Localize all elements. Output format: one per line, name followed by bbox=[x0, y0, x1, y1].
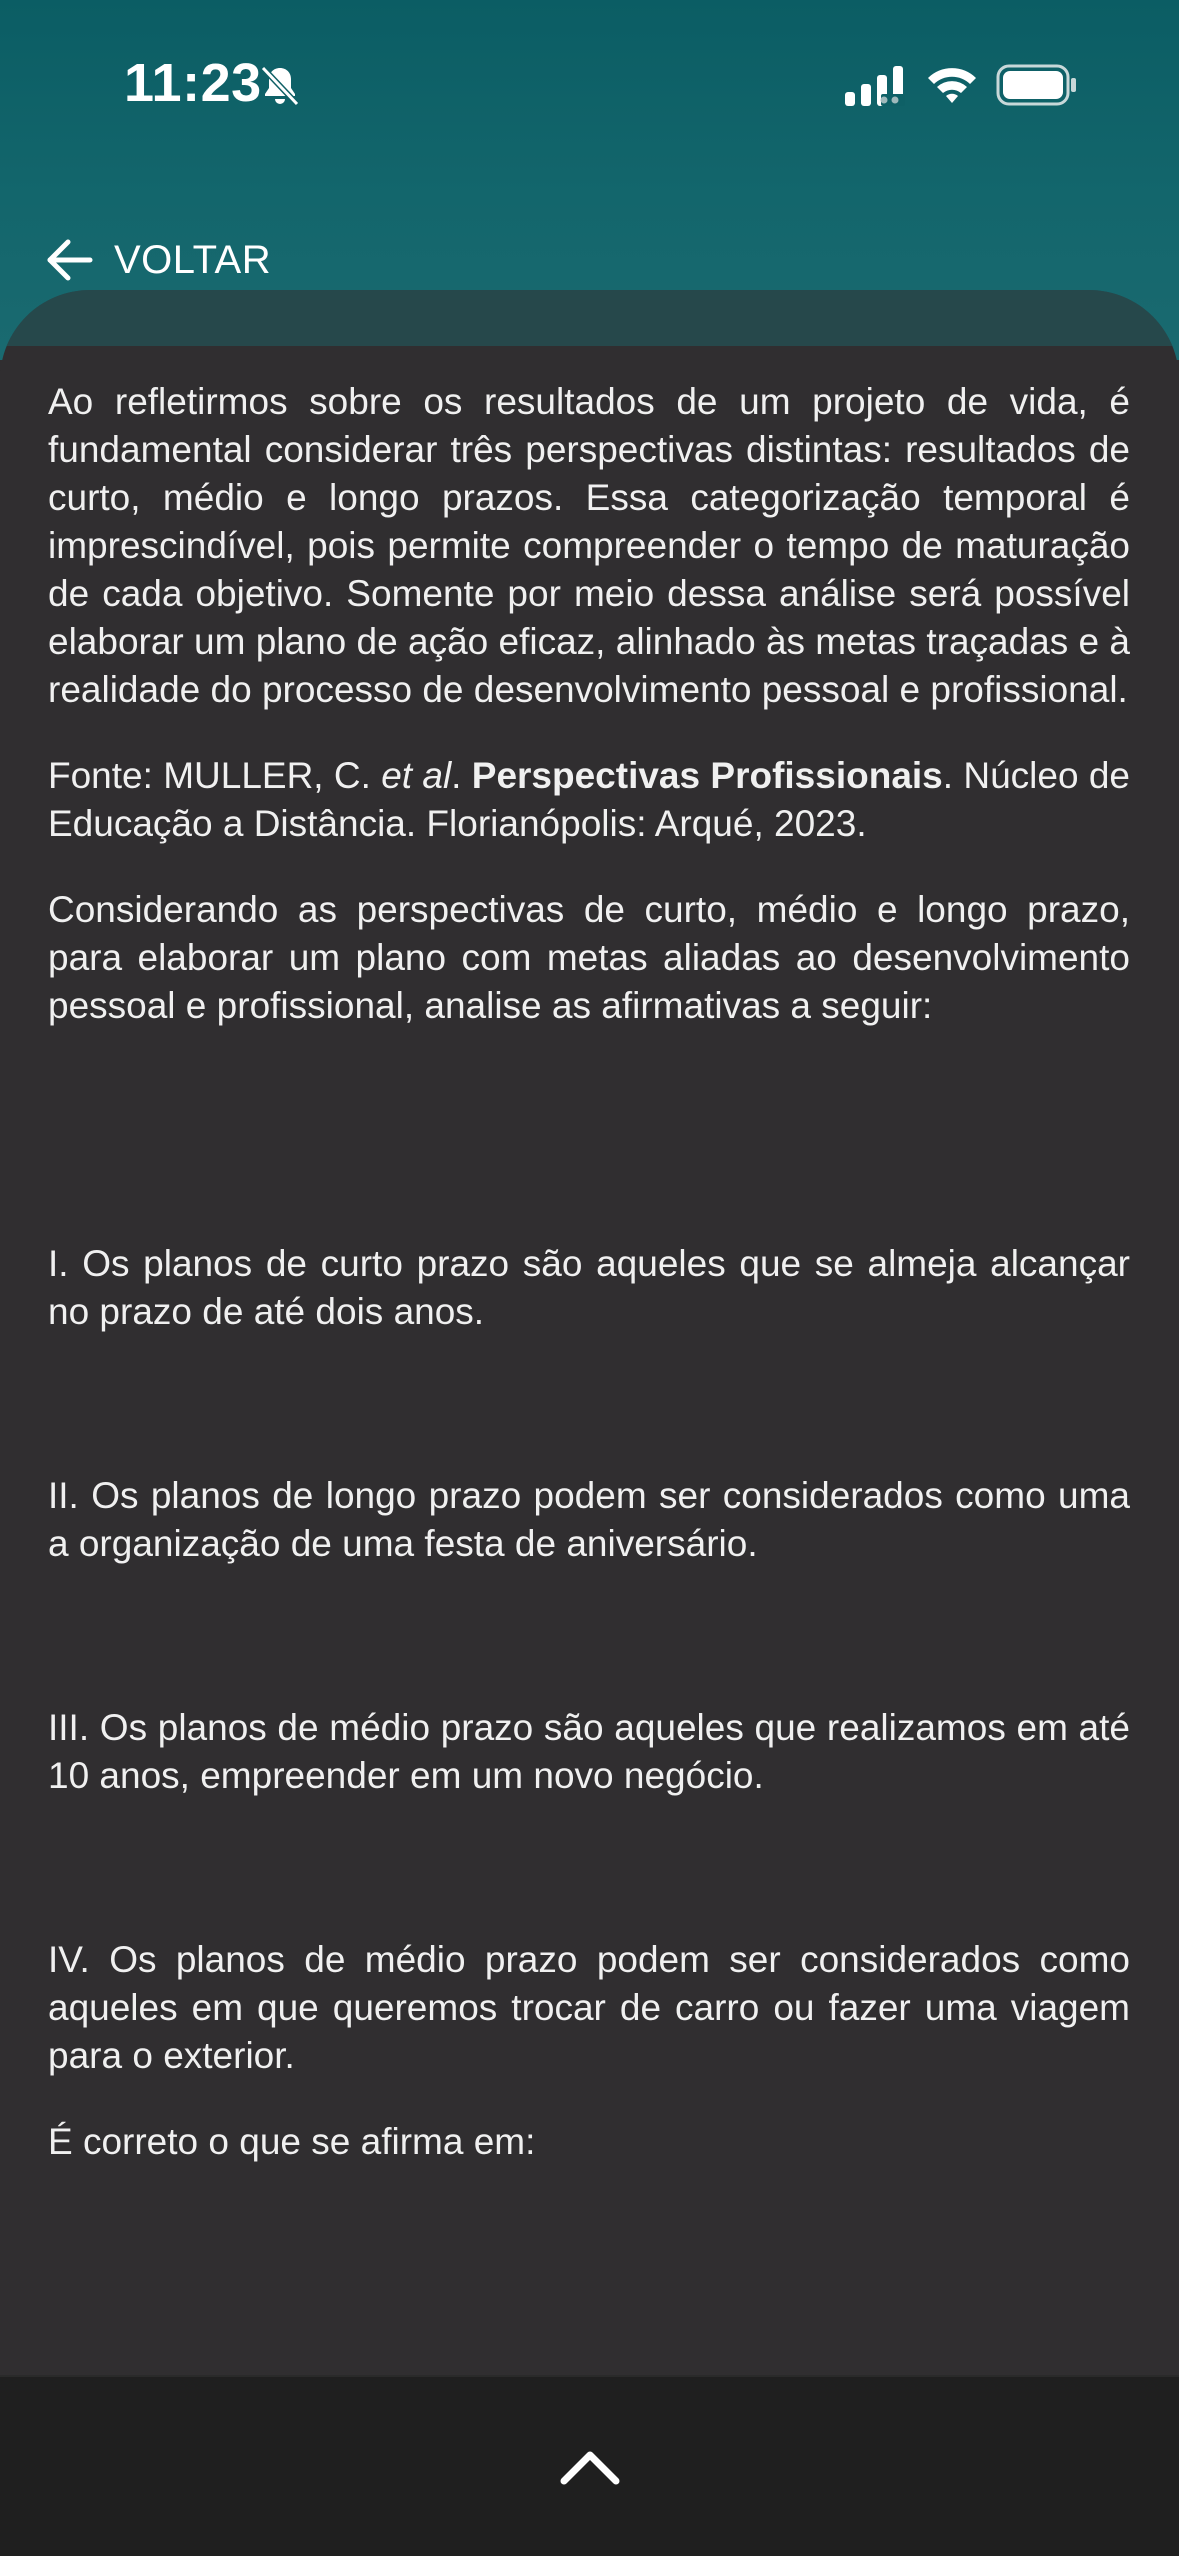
wifi-icon bbox=[924, 60, 980, 108]
question-intro: Ao refletirmos sobre os resultados de um projeto de vida, é fundamental considerar três perspectivas distintas: resultados de curto, médio e longo prazos. Essa categorização temporal é imprescindível, pois permite compreender o tempo de maturação de cada objetivo. Somente por meio dessa análise será possível elaborar um plano de ação eficaz, alinhado às metas traçadas e à realidade do processo de desenvolvimento pessoal e profissional. bbox=[48, 381, 1130, 710]
battery-icon bbox=[996, 64, 1078, 106]
source-prefix: Fonte: MULLER, C. bbox=[48, 755, 382, 796]
source-title: Perspectivas Profissionais bbox=[471, 755, 943, 796]
question-instruction: Considerando as perspectivas de curto, médio e longo prazo, para elaborar um plano com metas aliadas ao desenvolvimento pessoal e profissional, analise as afirmativas a seguir: bbox=[48, 889, 1130, 1026]
statement-3: III. Os planos de médio prazo são aqueles que realizamos em até 10 anos, empreender em um novo negócio. bbox=[48, 1707, 1130, 1796]
status-time: 11:23 bbox=[124, 53, 262, 113]
source-dot: . bbox=[451, 755, 472, 796]
bottom-bar bbox=[0, 2375, 1179, 2556]
expand-answers-button[interactable] bbox=[550, 2437, 630, 2497]
signal-icon bbox=[843, 64, 907, 108]
source-suffix: . Núcleo de Educação a Distância. Florianópolis: Arqué, 2023. bbox=[48, 755, 1130, 844]
bell-slash-icon bbox=[256, 62, 304, 110]
question-card[interactable] bbox=[0, 290, 1179, 2380]
statement-2: II. Os planos de longo prazo podem ser considerados como uma a organização de uma festa de aniversário. bbox=[48, 1475, 1130, 1564]
question-body bbox=[48, 378, 1130, 2166]
arrow-left-icon bbox=[42, 232, 98, 288]
status-bar bbox=[0, 0, 1179, 175]
question-prompt: É correto o que se afirma em: bbox=[48, 2121, 536, 2162]
card-top-tint bbox=[0, 290, 1179, 346]
back-label: VOLTAR bbox=[114, 237, 272, 282]
question-source bbox=[48, 752, 1130, 848]
back-button[interactable] bbox=[42, 228, 271, 292]
source-italic: et al bbox=[381, 755, 452, 796]
chevron-up-icon bbox=[558, 2447, 622, 2487]
statement-4: IV. Os planos de médio prazo podem ser considerados como aqueles em que queremos trocar de carro ou fazer uma viagem para o exterior. bbox=[48, 1939, 1130, 2076]
statement-1: I. Os planos de curto prazo são aqueles que se almeja alcançar no prazo de até dois anos. bbox=[48, 1243, 1130, 1332]
